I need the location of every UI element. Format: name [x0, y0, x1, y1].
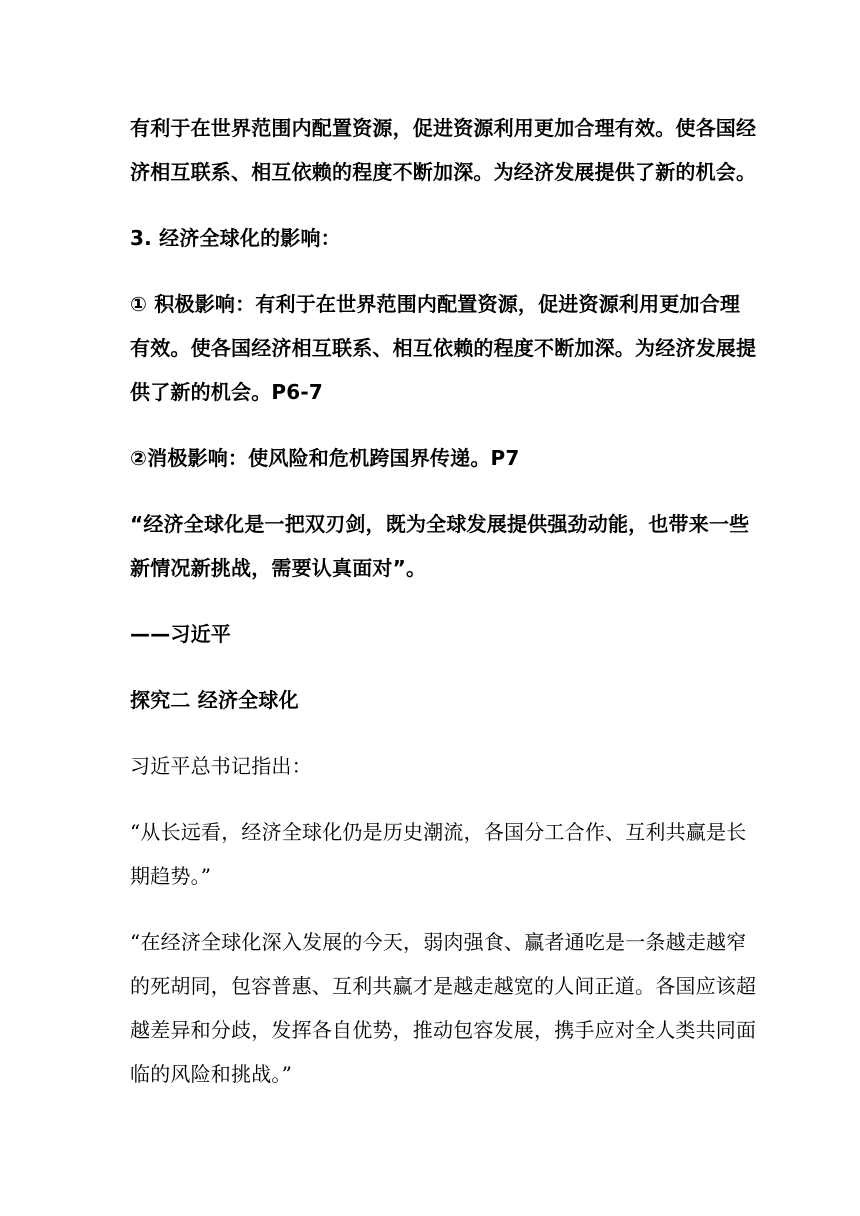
paragraph-positive-impact — [130, 282, 757, 414]
text-line: 有效。使各国经济相互联系、相互依赖的程度不断加深。为经济发展提 — [130, 336, 757, 360]
text-line: 供了新的机会。P6-7 — [130, 380, 323, 404]
intro-text — [130, 744, 734, 788]
text-line: ① 积极影响：有利于在世界范围内配置资源，促进资源利用更加合理 — [130, 292, 741, 316]
quote-double-edged-sword — [130, 502, 750, 590]
text-line: 期趋势。” — [130, 864, 212, 888]
text-line: 越差异和分歧，发挥各自优势，推动包容发展，携手应对全人类共同面 — [130, 1018, 757, 1042]
section-title — [130, 678, 734, 722]
quote-inclusive-development — [130, 920, 757, 1096]
text-line: 探究二 经济全球化 — [130, 688, 299, 712]
text-line: ——习近平 — [130, 622, 231, 646]
heading-impact — [130, 216, 734, 260]
text-line: 临的风险和挑战。” — [130, 1062, 293, 1086]
text-line: 3. 经济全球化的影响： — [130, 226, 341, 250]
text-line: “在经济全球化深入发展的今天，弱肉强食、赢者通吃是一条越走越窄 — [130, 930, 747, 954]
text-line: 的死胡同，包容普惠、互利共赢才是越走越宽的人间正道。各国应该超 — [130, 974, 757, 998]
paragraph-negative-impact — [130, 436, 734, 480]
text-line: “从长远看，经济全球化仍是历史潮流，各国分工合作、互利共赢是长 — [130, 820, 747, 844]
text-line: “经济全球化是一把双刃剑，既为全球发展提供强劲动能，也带来一些 — [130, 512, 750, 536]
paragraph-benefits — [130, 106, 757, 194]
text-line: 习近平总书记指出： — [130, 754, 312, 778]
quote-historical-trend — [130, 810, 747, 898]
text-line: 济相互联系、相互依赖的程度不断加深。为经济发展提供了新的机会。 — [130, 160, 757, 184]
quote-attribution — [130, 612, 734, 656]
text-line: 有利于在世界范围内配置资源，促进资源利用更加合理有效。使各国经 — [130, 116, 757, 140]
text-line: ②消极影响：使风险和危机跨国界传递。P7 — [130, 446, 520, 470]
text-line: 新情况新挑战，需要认真面对”。 — [130, 556, 427, 580]
